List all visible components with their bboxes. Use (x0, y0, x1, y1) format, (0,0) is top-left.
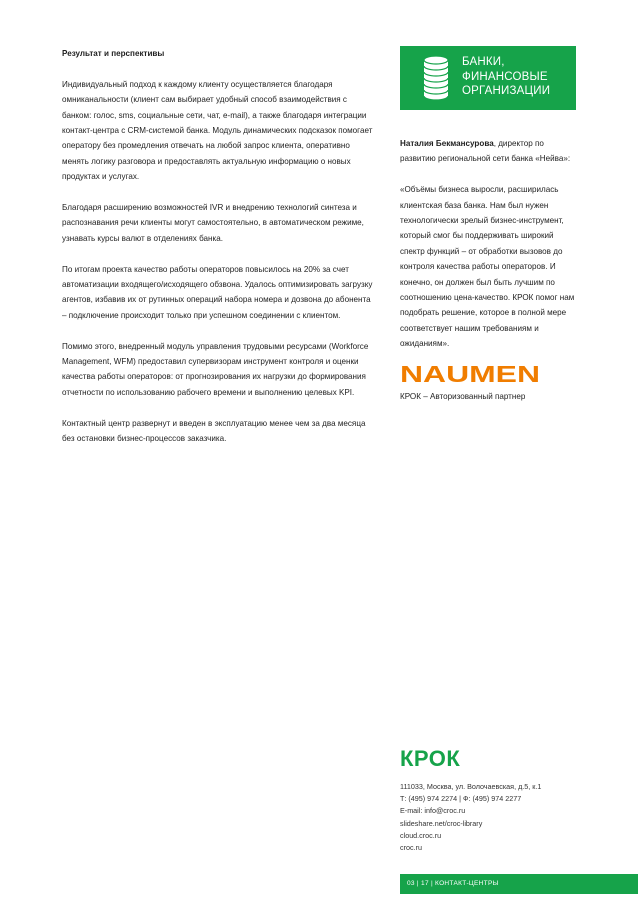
croc-logo: КРОК (400, 746, 461, 771)
quote-author (400, 136, 578, 167)
website-link[interactable]: croc.ru (400, 843, 422, 853)
paragraph: Контактный центр развернут и введен в эксплуатацию менее чем за два месяца без остановки бизнес-процессов заказчика. (62, 418, 366, 444)
category-line: БАНКИ, (462, 56, 505, 68)
category-title (462, 55, 550, 99)
address: 111033, Москва, ул. Волочаевская, д.5, к.1 (400, 782, 542, 791)
naumen-logo (400, 364, 540, 384)
cloud-link[interactable]: cloud.croc.ru (400, 830, 442, 840)
quote-text: «Объёмы бизнеса выросли, расширилась клиентская база банка. Нам был нужен технологически зрелый бизнес-инструмент, который смог бы поддерживать широкий спектр функций – от обработки вызовов до контроля качества работы операторов. И конечно, он должен был быть лучшим по соотношению цена-качество. КРОК помог нам подобрать решение, которое в полной мере соответствует нашим требованиям и ожиданиям». (400, 185, 575, 349)
author-role: , директор по развитию региональной сети банка «Нейва»: (400, 139, 571, 164)
paragraph: Помимо этого, внедренный модуль управления трудовыми ресурсами (Workforce Management, WFM) предоставил супервизорам инструмент контроля и оценки качества работы операторов: от прогнозирования их нагрузки до формирования отчетности по использованию рабочего времени и выполнению целевых KPI. (62, 341, 369, 397)
paragraph: По итогам проекта качество работы операторов повысилось на 20% за счет автоматизации входящего/исходящего обзвона. Удалось оптимизировать загрузку агентов, избавив их от рутинных операций набора номера и дозвона до абонента – подключение происходит только при успешном соединении с клиентом. (62, 264, 373, 320)
email-link[interactable]: E-mail: info@croc.ru (400, 806, 466, 816)
paragraph: Благодаря расширению возможностей IVR и внедрению технологий синтеза и распознавания речи клиенты могут самостоятельно, в автоматическом режиме, узнавать курсы валют в отделениях банка. (62, 203, 364, 243)
contacts (400, 781, 541, 854)
section-title: Результат и перспективы (62, 49, 165, 58)
naumen-logo-text: NAUMEN (400, 364, 540, 384)
coins-stack-icon (420, 54, 452, 102)
partner-label: КРОК – Авторизованный партнер (400, 392, 526, 401)
footer-bar: 03 | 17 | КОНТАКТ-ЦЕНТРЫ (400, 874, 638, 894)
phone: Т: (495) 974 2274 | Ф: (495) 974 2277 (400, 794, 522, 804)
category-line: ОРГАНИЗАЦИИ (462, 85, 551, 97)
slideshare-link[interactable]: slideshare.net/croc-library (400, 818, 483, 828)
quote-block (400, 136, 578, 367)
author-name: Наталия Бекмансурова (400, 139, 494, 148)
article-body (62, 46, 377, 462)
category-line: ФИНАНСОВЫЕ (462, 70, 548, 83)
paragraph: Индивидуальный подход к каждому клиенту осуществляется благодаря омниканальности (клиент сам выбирает удобный способ взаимодействия с банком: голос, sms, социальные сети, чат, e-mail), а также благодаря интеграции контакт-центра с CRM-системой банка. Модуль динамических подсказок помогает оператору без промедления отвечать на любой запрос клиента, оперативно менять логику разговора и предоставлять актуальную информацию о новых продуктах и услугах. (62, 79, 373, 182)
category-banner (400, 46, 576, 110)
